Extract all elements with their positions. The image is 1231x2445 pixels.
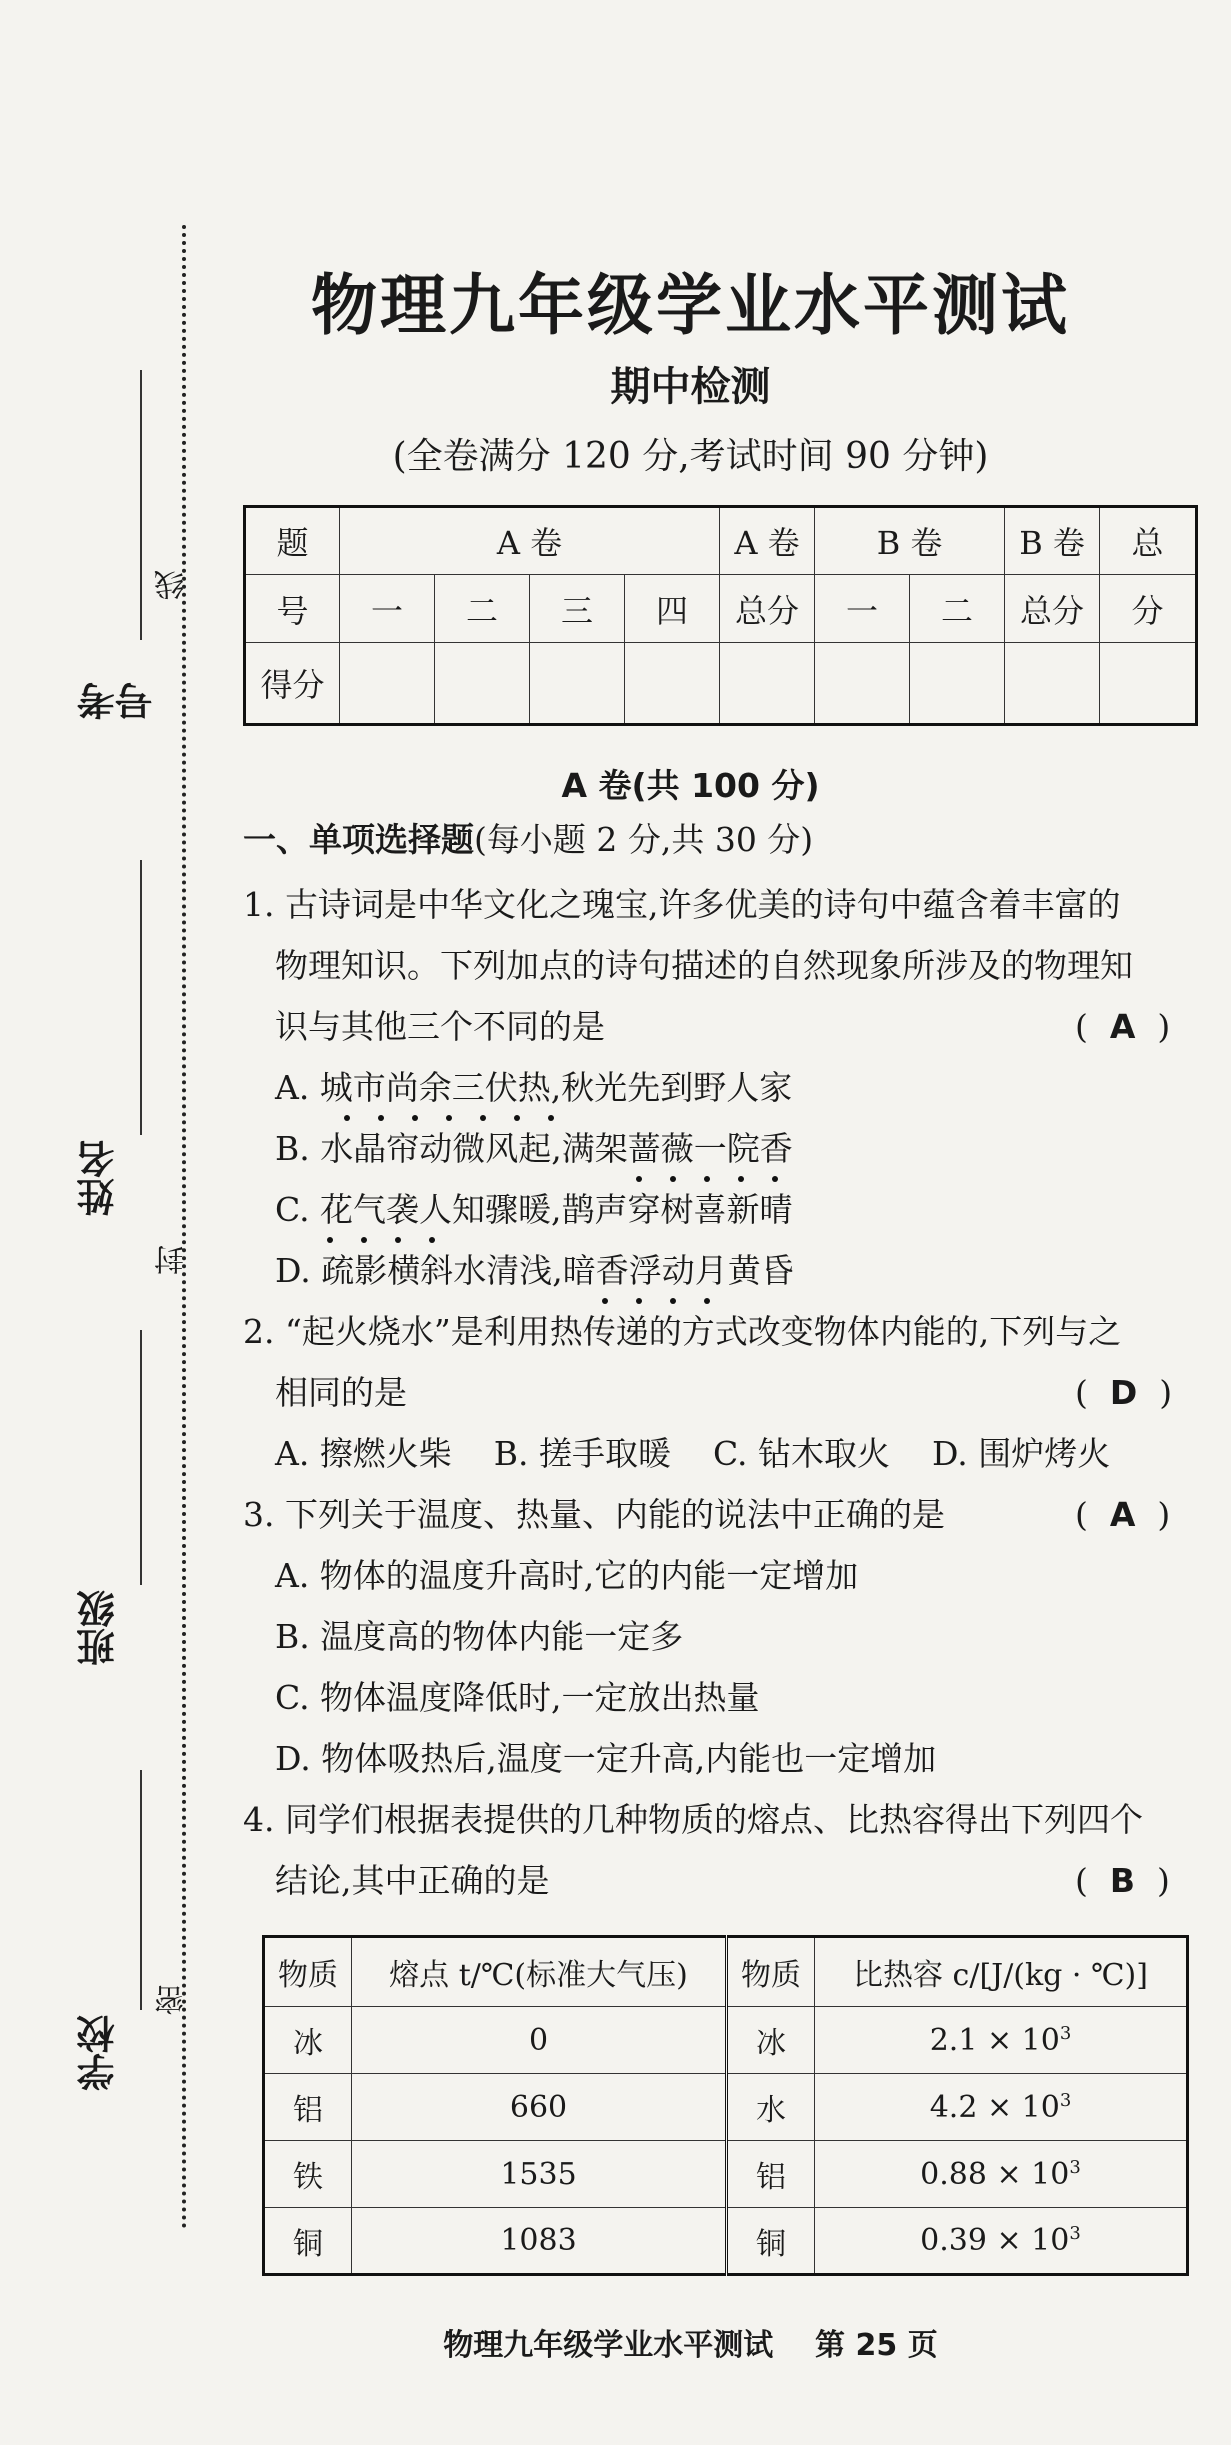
specific-heat-mantissa: 2.1 × 10 bbox=[929, 2022, 1060, 2058]
emphasis-dot bbox=[514, 1115, 520, 1121]
emphasis-dot bbox=[446, 1115, 452, 1121]
melting-point-cell: 0 bbox=[352, 2007, 727, 2074]
specific-heat-exponent: 3 bbox=[1059, 2089, 1072, 2111]
th-substance-1: 物质 bbox=[264, 1937, 352, 2007]
specific-heat-cell bbox=[815, 2074, 1188, 2141]
specific-heat-mantissa: 0.39 × 10 bbox=[920, 2223, 1070, 2258]
emphasis-dot bbox=[602, 1298, 608, 1304]
q4-stem-line2: 结论,其中正确的是 bbox=[275, 1861, 550, 1900]
score-col-a3: 三 bbox=[530, 575, 625, 643]
score-header-b-paper: B 卷 bbox=[815, 507, 1005, 575]
section-a-heading: A 卷(共 100 分) bbox=[561, 766, 820, 805]
class-field bbox=[60, 1330, 150, 1690]
q1-option-a: A. 城市尚余三伏热,秋光先到野人家 bbox=[275, 1068, 793, 1107]
score-header-b-total-top: B 卷 bbox=[1005, 507, 1100, 575]
score-cell[interactable] bbox=[910, 643, 1005, 725]
q2-answer-letter: D bbox=[1109, 1373, 1138, 1412]
q4-stem-line1: 4. 同学们根据表提供的几种物质的熔点、比热容得出下列四个 bbox=[243, 1800, 1143, 1839]
substance-cell: 冰 bbox=[727, 2007, 815, 2074]
emphasis-dot bbox=[327, 1237, 333, 1243]
exam-info: (全卷满分 120 分,考试时间 90 分钟) bbox=[392, 436, 989, 477]
score-col-a2: 二 bbox=[435, 575, 530, 643]
score-col-b2: 二 bbox=[910, 575, 1005, 643]
q3-answer: ( A ) bbox=[1075, 1495, 1171, 1534]
score-cell[interactable] bbox=[1100, 643, 1197, 725]
melting-point-cell: 1535 bbox=[352, 2141, 727, 2208]
score-table bbox=[243, 505, 1198, 726]
table-row bbox=[264, 2074, 1188, 2141]
q4-answer-letter: B bbox=[1109, 1861, 1136, 1900]
score-col-b1: 一 bbox=[815, 575, 910, 643]
q3-option-c: C. 物体温度降低时,一定放出热量 bbox=[275, 1678, 760, 1717]
table-row bbox=[264, 2007, 1188, 2074]
emphasis-dot bbox=[412, 1115, 418, 1121]
seal-word-xian: 线 bbox=[155, 570, 190, 600]
substance-cell: 铁 bbox=[264, 2141, 352, 2208]
emphasis-dot bbox=[429, 1237, 435, 1243]
score-cell[interactable] bbox=[530, 643, 625, 725]
substance-cell: 铜 bbox=[727, 2208, 815, 2275]
name-label: 姓名 bbox=[77, 1140, 121, 1216]
q2-answer: ( D ) bbox=[1075, 1373, 1173, 1412]
score-row-label: 得分 bbox=[245, 643, 340, 725]
q3-option-d: D. 物体吸热后,温度一定升高,内能也一定增加 bbox=[275, 1739, 937, 1778]
substance-cell: 铜 bbox=[264, 2208, 352, 2275]
score-col-a4: 四 bbox=[625, 575, 720, 643]
q4-answer: ( B ) bbox=[1075, 1861, 1170, 1900]
q1-option-d: D. 疏影横斜水清浅,暗香浮动月黄昏 bbox=[275, 1251, 794, 1290]
q1-option-c: C. 花气袭人知骤暖,鹊声穿树喜新晴 bbox=[275, 1190, 793, 1229]
emphasis-dot bbox=[772, 1176, 778, 1182]
emphasis-dot bbox=[395, 1237, 401, 1243]
q1-stem-line2: 物理知识。下列加点的诗句描述的自然现象所涉及的物理知 bbox=[275, 946, 1133, 985]
q1-stem-line3: 识与其他三个不同的是 bbox=[275, 1007, 605, 1046]
specific-heat-mantissa: 4.2 × 10 bbox=[929, 2089, 1060, 2125]
score-cell[interactable] bbox=[1005, 643, 1100, 725]
emphasis-dot bbox=[344, 1115, 350, 1121]
emphasis-dot bbox=[636, 1176, 642, 1182]
melting-point-cell: 660 bbox=[352, 2074, 727, 2141]
exam-no-label: 考号 bbox=[77, 682, 159, 720]
score-col-a1: 一 bbox=[340, 575, 435, 643]
score-header-zong: 总 bbox=[1100, 507, 1197, 575]
emphasis-dot bbox=[704, 1176, 710, 1182]
q3-stem-line1: 3. 下列关于温度、热量、内能的说法中正确的是 bbox=[243, 1495, 945, 1534]
specific-heat-exponent: 3 bbox=[1069, 2156, 1081, 2178]
emphasis-dot bbox=[670, 1298, 676, 1304]
substance-cell: 水 bbox=[727, 2074, 815, 2141]
score-cell[interactable] bbox=[435, 643, 530, 725]
score-header-ti: 题 bbox=[245, 507, 340, 575]
table-row bbox=[264, 2208, 1188, 2275]
q1-option-b: B. 水晶帘动微风起,满架蔷薇一院香 bbox=[275, 1129, 793, 1168]
part1-title: 一、单项选择题 bbox=[243, 820, 474, 859]
score-col-a-total: 总分 bbox=[720, 575, 815, 643]
th-melting-point: 熔点 t/℃(标准大气压) bbox=[352, 1937, 727, 2007]
emphasis-dot bbox=[361, 1237, 367, 1243]
q2-stem-line2: 相同的是 bbox=[275, 1373, 407, 1412]
score-header-a-total-top: A 卷 bbox=[720, 507, 815, 575]
school-field bbox=[60, 1770, 150, 2130]
table-row bbox=[264, 2141, 1188, 2208]
specific-heat-cell bbox=[815, 2208, 1188, 2275]
q2-options: A. 擦燃火柴 B. 搓手取暖 C. 钻木取火 D. 围炉烤火 bbox=[275, 1434, 1111, 1473]
score-cell[interactable] bbox=[720, 643, 815, 725]
emphasis-dot bbox=[636, 1298, 642, 1304]
school-label: 学校 bbox=[77, 2015, 121, 2091]
score-header-hao: 号 bbox=[245, 575, 340, 643]
specific-heat-cell bbox=[815, 2007, 1188, 2074]
school-line bbox=[140, 1770, 142, 2010]
q1-answer-letter: A bbox=[1109, 1007, 1136, 1046]
substance-cell: 铝 bbox=[264, 2074, 352, 2141]
score-col-b-total: 总分 bbox=[1005, 575, 1100, 643]
class-label: 班级 bbox=[77, 1590, 121, 1666]
class-line bbox=[140, 1330, 142, 1585]
q1-answer: ( A ) bbox=[1075, 1007, 1171, 1046]
name-line bbox=[140, 860, 142, 1135]
th-specific-heat: 比热容 c/[J/(kg · ℃)] bbox=[815, 1937, 1188, 2007]
emphasis-dot bbox=[670, 1176, 676, 1182]
page-footer: 物理九年级学业水平测试 第 25 页 bbox=[443, 2328, 938, 2363]
q2-stem-line1: 2. “起火烧水”是利用热传递的方式改变物体内能的,下列与之 bbox=[243, 1312, 1122, 1351]
score-header-a-paper: A 卷 bbox=[340, 507, 720, 575]
emphasis-dot bbox=[548, 1115, 554, 1121]
exam-no-field bbox=[60, 360, 159, 720]
seal-word-mi: 密 bbox=[155, 1985, 190, 2015]
th-substance-2: 物质 bbox=[727, 1937, 815, 2007]
emphasis-dot bbox=[480, 1115, 486, 1121]
specific-heat-cell bbox=[815, 2141, 1188, 2208]
score-header-fen: 分 bbox=[1100, 575, 1197, 643]
emphasis-dot bbox=[378, 1115, 384, 1121]
emphasis-dot bbox=[738, 1176, 744, 1182]
seal-word-feng: 封 bbox=[155, 1245, 190, 1275]
melting-point-cell: 1083 bbox=[352, 2208, 727, 2275]
name-field bbox=[60, 860, 150, 1240]
page-title: 物理九年级学业水平测试 bbox=[311, 267, 1070, 344]
specific-heat-mantissa: 0.88 × 10 bbox=[920, 2156, 1070, 2192]
specific-heat-exponent: 3 bbox=[1059, 2022, 1072, 2044]
binding-dotted-line bbox=[182, 225, 186, 2230]
q3-option-a: A. 物体的温度升高时,它的内能一定增加 bbox=[275, 1556, 859, 1595]
q3-option-b: B. 温度高的物体内能一定多 bbox=[275, 1617, 684, 1656]
specific-heat-exponent: 3 bbox=[1069, 2223, 1081, 2244]
substance-cell: 冰 bbox=[264, 2007, 352, 2074]
substance-data-table bbox=[262, 1935, 1189, 2276]
q3-answer-letter: A bbox=[1109, 1495, 1136, 1534]
q1-stem-line1: 1. 古诗词是中华文化之瑰宝,许多优美的诗句中蕴含着丰富的 bbox=[243, 885, 1121, 924]
score-cell[interactable] bbox=[815, 643, 910, 725]
page-subtitle: 期中检测 bbox=[610, 364, 771, 410]
part1-heading bbox=[243, 820, 813, 860]
score-cell[interactable] bbox=[625, 643, 720, 725]
emphasis-dot bbox=[704, 1298, 710, 1304]
score-cell[interactable] bbox=[340, 643, 435, 725]
substance-cell: 铝 bbox=[727, 2141, 815, 2208]
part1-note: (每小题 2 分,共 30 分) bbox=[474, 820, 814, 859]
